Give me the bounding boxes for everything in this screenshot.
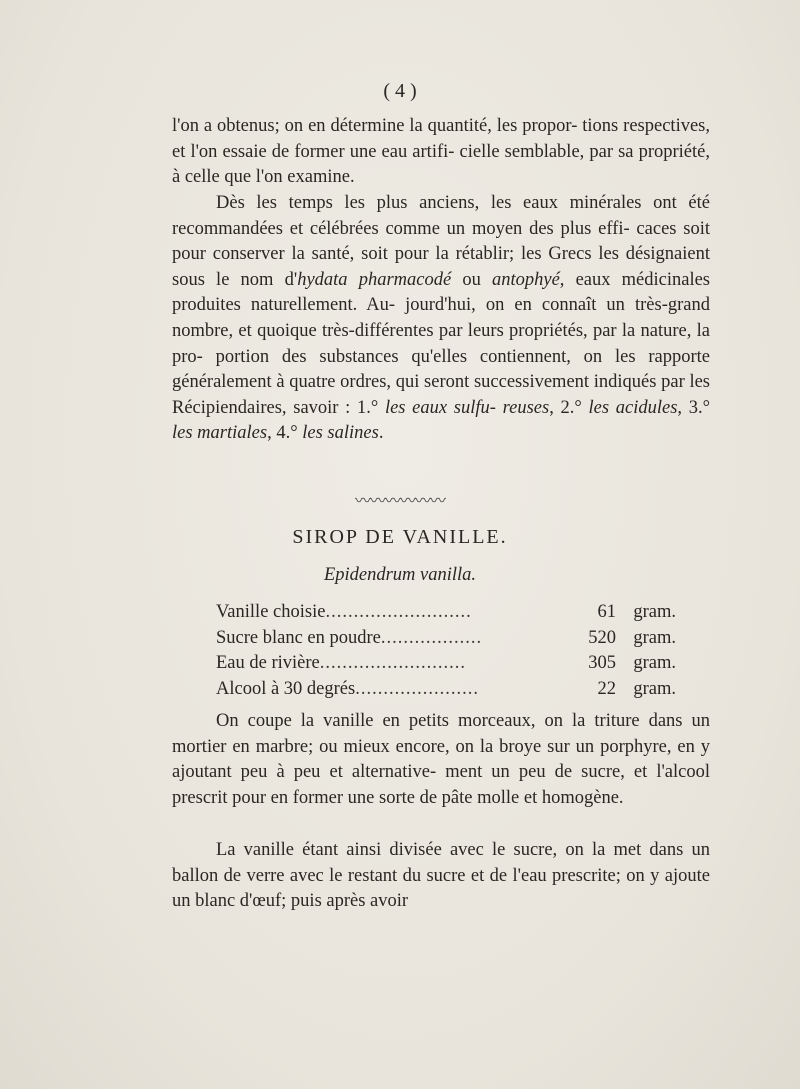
p2-text-e: , 3.°	[677, 397, 710, 418]
paragraph-4-text: La vanille étant ainsi divisée avec le sucre, on la met dans un ballon de verre avec le restant du sucre et de l'eau prescrite; on y ajoute un blanc d'œuf; puis après avoir	[172, 840, 710, 912]
paragraph-continuation	[172, 838, 710, 915]
ingredient-name: Vanille choisie	[216, 602, 326, 622]
paragraph-preparation	[172, 709, 710, 811]
p2-martiales-term: les martiales	[172, 423, 268, 444]
ingredient-quantity: 22	[597, 678, 616, 699]
ingredient-row	[216, 677, 676, 703]
p2-text-f: , 4.°	[267, 423, 303, 444]
p2-antophye-term: antophyé	[491, 269, 560, 290]
recipe-subtitle: Epidendrum vanilla.	[323, 565, 477, 585]
p2-sulfureuses-term: les eaux sulfu- reuses	[384, 397, 550, 418]
ingredient-row	[216, 600, 676, 626]
p2-acidules-term: les acidules	[588, 397, 678, 418]
ingredient-quantity: 520	[588, 627, 616, 648]
p2-text-b: ou	[451, 269, 492, 290]
leader-dots: ..........................	[319, 653, 466, 674]
ingredient-row	[216, 626, 676, 652]
p2-text-c: , eaux médicinales produites naturellement. Au- jourd'hui, on en connaît un très-grand nombre, et quoique très-différentes par leurs propriétés, par la nature, la pro- portion des substances qu'elles contiennent, on les rapporte généralement à quatre ordres, qui seront successivement indiqués par les Récipiendaires, savoir : 1.°	[172, 269, 710, 418]
paragraph-1	[172, 114, 710, 191]
ingredient-name: Eau de rivière	[216, 653, 320, 674]
ingredient-unit: gram.	[633, 678, 676, 699]
ingredient-unit: gram.	[633, 627, 676, 648]
p2-text-d: , 2.°	[549, 397, 589, 418]
section-divider-ornament: 〰〰〰〰〰〰	[354, 491, 445, 510]
leader-dots: ..........................	[325, 602, 472, 622]
page-number: ( 4 )	[383, 80, 417, 102]
ingredient-quantity: 305	[588, 653, 616, 674]
paragraph-mineral-waters	[172, 191, 710, 447]
p2-text-a: Dès les temps les plus anciens, les eaux minérales ont été recommandées et célébrées comme un moyen des plus effi- caces soit pour conserver la santé, soit pour la rétablir; les Grecs les désignaient sous le nom d'	[172, 193, 710, 290]
p2-salines-term: les salines	[302, 423, 379, 444]
ingredient-name: Sucre blanc en poudre	[216, 627, 381, 648]
ingredient-quantity: 61	[597, 602, 616, 622]
ingredient-unit: gram.	[633, 602, 676, 622]
leader-dots: ......................	[355, 678, 479, 699]
ingredient-list	[216, 600, 676, 702]
leader-dots: ..................	[380, 627, 483, 648]
ingredient-name: Alcool à 30 degrés	[216, 678, 356, 699]
paragraph-3-text: On coupe la vanille en petits morceaux, on la triture dans un mortier en marbre; ou mieux encore, on la broye sur un porphyre, en y ajoutant peu à peu et alternative- ment un peu de sucre, et l'alcool prescrit pour en former une sorte de pâte molle et homogène.	[172, 711, 710, 808]
p2-text-g: .	[378, 423, 384, 444]
recipe-title: SIROP DE VANILLE.	[292, 526, 508, 548]
ingredient-unit: gram.	[633, 653, 676, 674]
ingredient-row	[216, 651, 676, 677]
p2-hydata-term: hydata pharmacodé	[297, 269, 452, 290]
paragraph-2-text	[172, 191, 710, 447]
paragraph-1-text: l'on a obtenus; on en détermine la quantité, les propor- tions respectives, et l'on essaie de former une eau artifi- cielle semblable, par sa propriété, à celle que l'on examine.	[172, 116, 710, 188]
